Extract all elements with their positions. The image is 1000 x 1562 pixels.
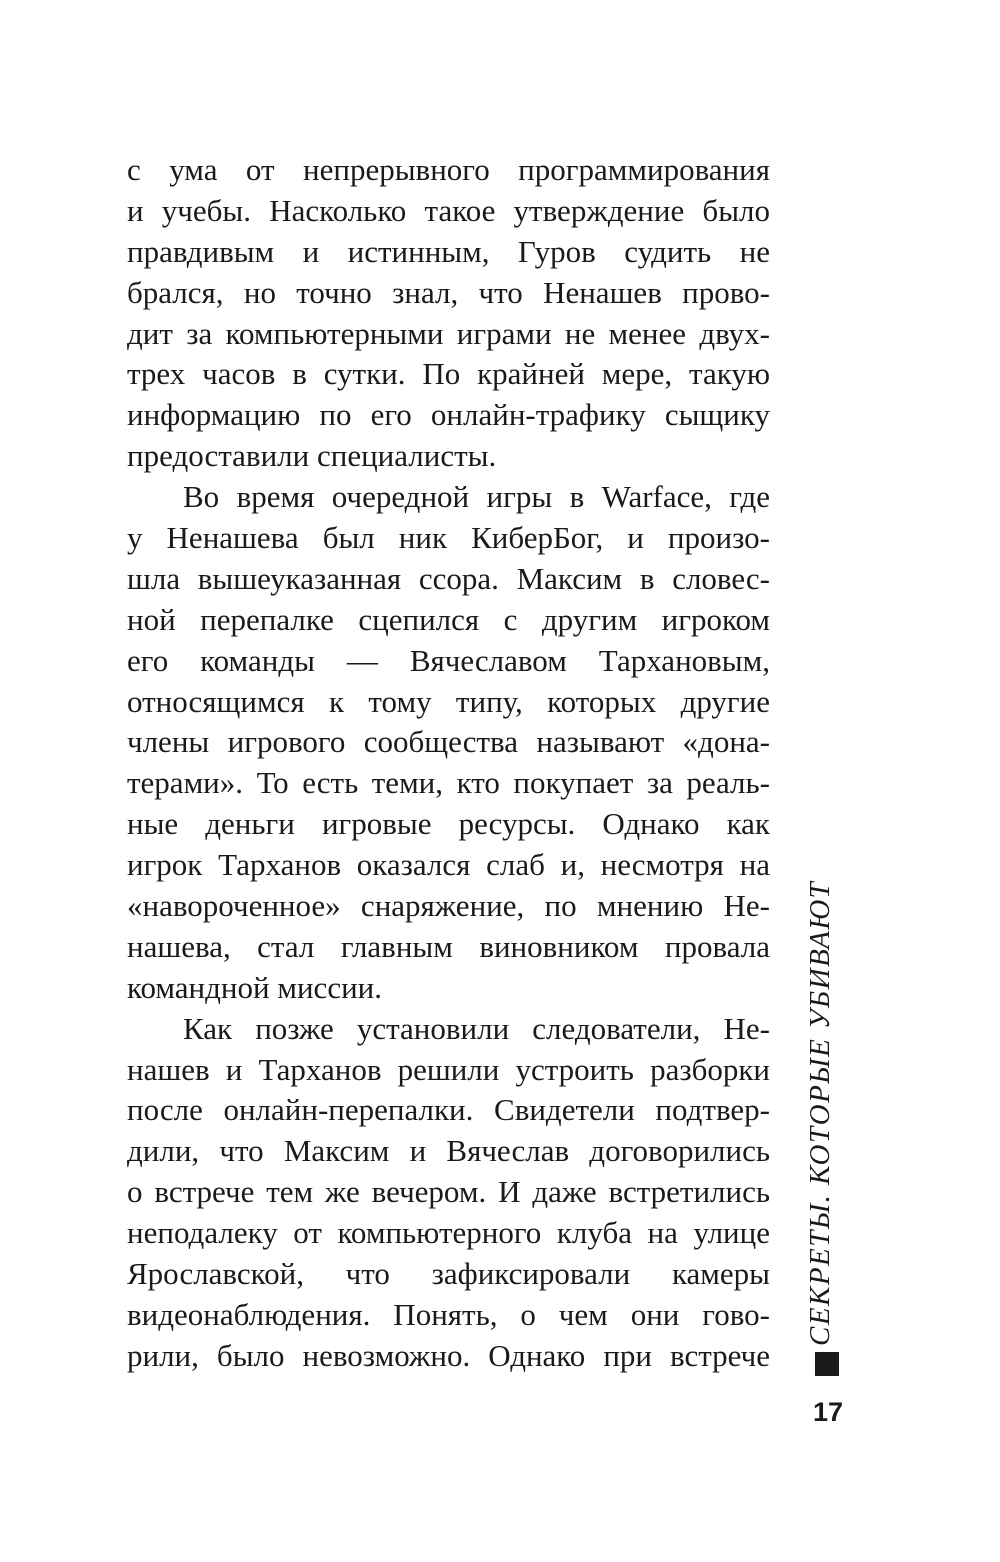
text-line: неподалеку от компьютерного клуба на улице — [127, 1215, 770, 1251]
text-line: нашева, стал главным виновником провала — [127, 928, 770, 964]
text-line: информацию по его онлайн-трафику сыщику — [127, 397, 770, 433]
running-head: СЕКРЕТЫ. КОТОРЫЕ УБИВАЮТ — [804, 880, 836, 1346]
text-line: Ярославской, что зафиксировали камеры — [127, 1256, 770, 1292]
text-line: игрок Тарханов оказался слаб и, несмотря на — [127, 847, 770, 883]
text-line: Во время очередной игры в Warface, где — [183, 479, 770, 515]
text-line: ные деньги игровые ресурсы. Однако как — [127, 806, 770, 842]
text-line: относящимся к тому типу, которых другие — [127, 683, 770, 719]
text-line: ной перепалке сцепился с другим игроком — [127, 601, 770, 637]
text-line: дит за компьютерными играми не менее двух- — [127, 315, 770, 351]
text-line: терами». То есть теми, кто покупает за реаль- — [127, 765, 770, 801]
text-line: после онлайн-перепалки. Свидетели подтвер- — [127, 1092, 770, 1128]
text-line: «навороченное» снаряжение, по мнению Не- — [127, 888, 770, 924]
paragraph — [127, 477, 770, 1009]
text-line: и учебы. Насколько такое утверждение было — [127, 192, 770, 228]
text-line: предоставили специалисты. — [127, 438, 497, 474]
paragraph — [127, 150, 770, 477]
page-number: 17 — [812, 1397, 844, 1427]
text-line: члены игрового сообщества называют «дона- — [127, 724, 770, 760]
text-line: брался, но точно знал, что Ненашев прово- — [127, 274, 770, 310]
text-line: видеонаблюдения. Понять, о чем они гово- — [127, 1296, 770, 1332]
text-line: шла вышеуказанная ссора. Максим в словес- — [127, 560, 770, 596]
body-text — [127, 150, 770, 1377]
text-line: у Ненашева был ник КиберБог, и произо- — [127, 520, 770, 556]
text-line: Как позже установили следователи, Не- — [183, 1010, 770, 1046]
text-line: о встрече тем же вечером. И даже встретились — [127, 1174, 770, 1210]
text-line: правдивым и истинным, Гуров судить не — [127, 233, 770, 269]
text-line: дили, что Максим и Вячеслав договорились — [127, 1133, 770, 1169]
text-line: трех часов в сутки. По крайней мере, такую — [127, 356, 770, 392]
text-line: командной миссии. — [127, 969, 383, 1005]
text-line: рили, было невозможно. Однако при встрече — [127, 1337, 770, 1373]
square-marker-icon — [815, 1352, 839, 1376]
text-line: его команды — Вячеславом Тархановым, — [127, 642, 770, 678]
text-line: с ума от непрерывного программирования — [127, 152, 770, 187]
paragraph — [127, 1009, 770, 1377]
text-line: нашев и Тарханов решили устроить разборки — [127, 1051, 770, 1087]
